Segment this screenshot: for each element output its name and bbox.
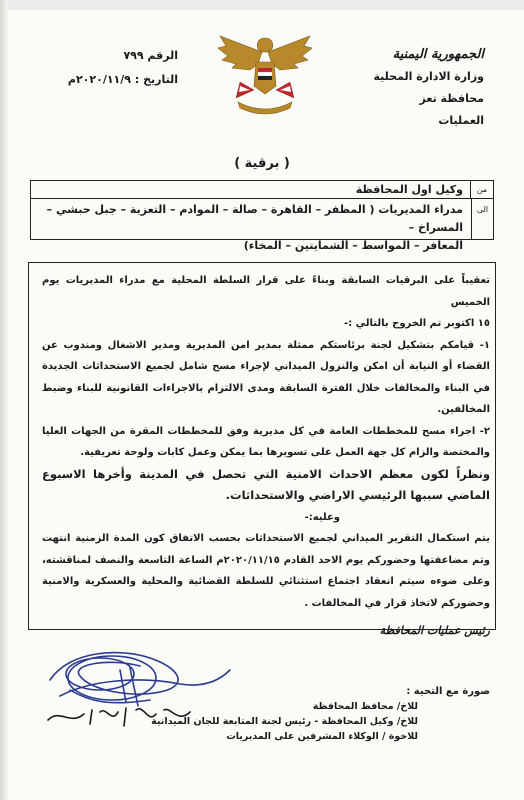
to-value	[37, 201, 463, 255]
cc-heading: صورة مع التحية :	[406, 686, 490, 697]
to-row	[31, 199, 493, 252]
to-value-line1: مدراء المديريات ( المظفر – القاهرة – صالة – الموادم – التعزية – جبل حبشي – المسراخ –	[46, 203, 463, 234]
body-therefore: وعليه:-	[304, 511, 340, 523]
address-table	[30, 180, 494, 252]
body-item-2: ٢- اجراء مسح للمخططات العامة في كل مديرية وفق للمخططات المقرة من الجهات العليا والمختصة والزام كل جهة العمل على تسويرها بما يمكن وعمل كابات ولوحة تعريفية.	[42, 425, 490, 458]
signatory-title: رئيس عمليات المحافظة	[379, 624, 490, 637]
body-item-1: ١- قيامكم بتشكيل لجنة برئاستكم ممثلة بمدير امن المديرية ومدير الاشغال ومندوب عن القضاء أو النيابة أن امكن والنزول الميداني لإجراء مسح شامل لجميع الاستحداثات الجديدة في البناء والمخالفات خلال الفترة السابقة ومدى الالتزام بالاجراءات القانونية للبناء وضبط المخالفين.	[42, 339, 490, 415]
cc-item: للاخ/ وكيل المحافظة - رئيس لجنة المتابعة للجان الميدانية	[151, 716, 418, 727]
cc-item: للاخوة / الوكلاء المشرفين على المديريات	[226, 731, 418, 742]
reference-number: الرقم ٧٩٩	[123, 49, 178, 62]
body-conclusion: يتم استكمال التقرير الميداني لجميع الاستحداثات بحسب الاتفاق كون المدة الزمنية انتهت وتم مضاعفتها وحضوركم يوم الاحد القادم ٢٠٢٠/١١/١٥م الساعة التاسعة والنصف لمناقشته، وعلى ضوءه سيتم انعقاد اجتماع استثنائي للسلطة القضائية والمحلية والعسكرية والامنية وحضوركم لاتخاذ قرار في المخالفات .	[42, 533, 490, 609]
yemen-eagle-emblem-icon	[210, 24, 320, 124]
body-intro: تعقيباً على البرقيات السابقة وبناءً على قرار السلطة المحلية مع مدراء المديريات يوم الخميس	[42, 275, 490, 308]
department-name: العمليات	[438, 114, 484, 127]
from-row	[31, 181, 493, 199]
letter-body	[42, 270, 490, 614]
scan-edge-left	[0, 0, 8, 800]
body-intro-2: ١٥ اكتوبر تم الخروج بالتالي :-	[344, 318, 490, 329]
republic-name: الجمهورية اليمنية	[392, 47, 484, 62]
cc-item: للاخ/ محافظ المحافظة	[312, 701, 418, 712]
cc-items	[50, 699, 490, 744]
cc-list	[50, 684, 490, 744]
ministry-name: وزارة الادارة المحلية	[373, 70, 484, 83]
governorate-name: محافظة تعز	[419, 92, 484, 105]
letter-date: التاريخ : ٢٠٢٠/١١/٩م	[67, 73, 178, 86]
letterhead-right	[354, 44, 484, 132]
to-label: الى	[471, 199, 493, 239]
letterhead-left	[48, 44, 178, 92]
from-value: وكيل اول المحافظة	[355, 183, 463, 196]
to-value-line2: المعافر – المواسط – الشمايتين – المخاء)	[243, 239, 463, 252]
document-title: ( برقية )	[234, 156, 290, 171]
scan-edge-top	[0, 0, 524, 10]
body-notice: ونظراً لكون معظم الاحداث الامنية التي تحصل في المدينة وأخرها الاسبوع الماضي سببها الرئيسي الاراضي والاستحداثات.	[42, 466, 490, 502]
from-label: من	[470, 181, 493, 198]
